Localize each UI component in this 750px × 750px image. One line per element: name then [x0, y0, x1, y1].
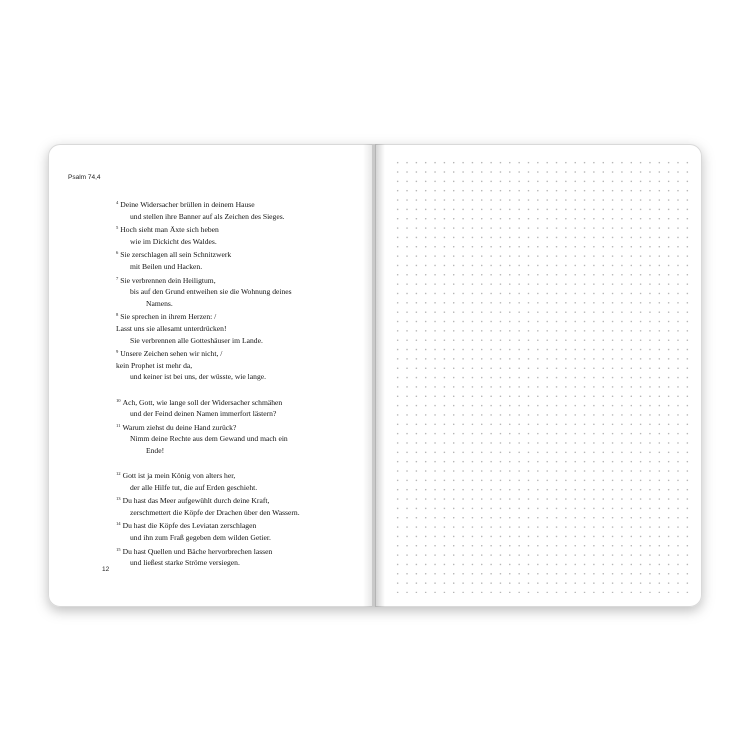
verse-line [116, 273, 361, 287]
stanza-break [116, 383, 361, 395]
verse-line [116, 420, 361, 434]
line-text: und ihn zum Fraß gegeben dem wilden Getier. [130, 533, 271, 543]
line-text: zerschmettert die Köpfe der Drachen über den Wassern. [130, 507, 300, 517]
line-text: Lasst uns sie allesamt unterdrücken! [116, 323, 227, 333]
verse-line [116, 261, 361, 273]
verse-line [116, 408, 361, 420]
verse-line [116, 309, 361, 323]
stanza-break [116, 456, 361, 468]
line-text: Namens. [146, 298, 173, 308]
dot-grid [393, 158, 692, 593]
verse-line [116, 544, 361, 558]
line-text: wie im Dickicht des Waldes. [130, 236, 217, 246]
line-text: Du hast das Meer aufgewühlt durch deine Kraft, [122, 496, 270, 506]
verse-number: 13 [116, 496, 121, 502]
verse-line [116, 323, 361, 335]
verse-line [116, 335, 361, 347]
line-text: Gott ist ja mein König von alters her, [122, 471, 236, 481]
verse-number: 8 [116, 312, 119, 318]
verse-line [116, 197, 361, 211]
line-text: Nimm deine Rechte aus dem Gewand und mach ein [130, 434, 288, 444]
line-text: Ach, Gott, wie lange soll der Widersacher schmähen [122, 397, 283, 407]
verse-line [116, 236, 361, 248]
verse-line [116, 286, 361, 298]
verse-line [116, 346, 361, 360]
line-text: Unsere Zeichen sehen wir nicht, / [120, 349, 223, 359]
line-text: und ließest starke Ströme versiegen. [130, 558, 240, 568]
verse-line [116, 482, 361, 494]
verse-line [116, 247, 361, 261]
line-text: der alle Hilfe tut, die auf Erden geschieht. [130, 482, 258, 492]
verse-line [116, 445, 361, 457]
verse-line [116, 493, 361, 507]
verse-number: 5 [116, 225, 119, 231]
line-text: Sie verbrennen alle Gotteshäuser im Lande. [130, 335, 263, 345]
verse-number: 12 [116, 471, 121, 477]
line-text: Warum ziehst du deine Hand zurück? [122, 422, 237, 432]
line-text: kein Prophet ist mehr da, [116, 360, 193, 370]
verse-number: 10 [116, 397, 121, 403]
verse-number: 6 [116, 250, 119, 256]
verse-number: 14 [116, 521, 121, 527]
left-page [48, 144, 373, 607]
verse-line [116, 298, 361, 310]
line-text: Du hast Quellen und Bäche hervorbrechen lassen [122, 546, 273, 556]
line-text: Sie verbrennen dein Heiligtum, [120, 275, 216, 285]
verse-line [116, 532, 361, 544]
verse-line [116, 222, 361, 236]
verse-line [116, 557, 361, 569]
line-text: Ende! [146, 445, 165, 455]
line-text: Hoch sieht man Äxte sich heben [120, 225, 219, 235]
page-number: 12 [102, 566, 110, 573]
verse-number: 11 [116, 422, 121, 428]
line-text: Deine Widersacher brüllen in deinem Hause [120, 200, 255, 209]
running-head: Psalm 74,4 [68, 174, 101, 181]
verse-line [116, 507, 361, 519]
line-text: Sie sprechen in ihrem Herzen: / [120, 312, 217, 322]
verse-line [116, 360, 361, 372]
line-text: bis auf den Grund entweihen sie die Wohnung deines [130, 287, 292, 297]
verse-line [116, 518, 361, 532]
verse-number: 7 [116, 275, 119, 281]
verse-number: 9 [116, 349, 119, 355]
verse-line [116, 371, 361, 383]
line-text: und keiner ist bei uns, der wüsste, wie lange. [130, 372, 267, 382]
line-text: und der Feind deinen Namen immerfort lästern? [130, 409, 277, 419]
verse-line [116, 433, 361, 445]
line-text: mit Beilen und Hacken. [130, 261, 203, 271]
verse-number: 15 [116, 546, 121, 552]
right-page-dot-grid [375, 144, 702, 607]
psalm-text [116, 197, 361, 569]
verse-line [116, 395, 361, 409]
line-text: Sie zerschlagen all sein Schnitzwerk [120, 250, 232, 260]
line-text: und stellen ihre Banner auf als Zeichen des Sieges. [130, 211, 285, 221]
verse-line [116, 468, 361, 482]
verse-number: 4 [116, 200, 119, 205]
verse-line [116, 211, 361, 223]
open-notebook [48, 144, 702, 609]
gutter-shadow [375, 144, 385, 607]
line-text: Du hast die Köpfe des Leviatan zerschlagen [122, 521, 257, 531]
